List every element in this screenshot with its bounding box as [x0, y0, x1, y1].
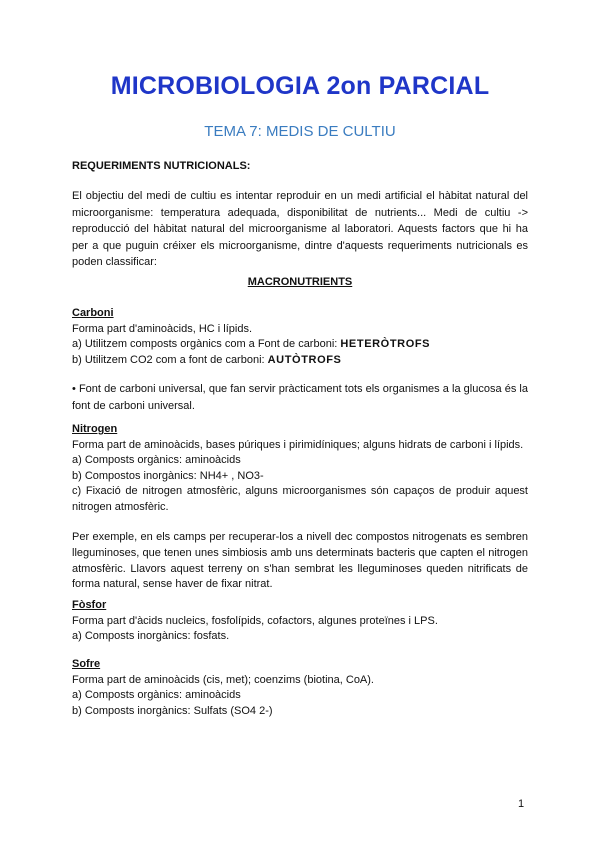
fosfor-line: Forma part d'àcids nucleics, fosfolípids, cofactors, algunes proteïnes i LPS.: [72, 614, 438, 627]
autotrofs-term: AUTÒTROFS: [267, 353, 342, 366]
nitrogen-example-paragraph: Per exemple, en els camps per recuperar-los a nivell dec compostos nitrogenats es sembren lleguminoses, que tenen unes simbiosis amb uns determinats bacteris que capten el nitrogen atmosfèric. Llavors aquest terreny on s'han sembrat les lleguminoses queden nitrificats de forma natural, sense haver de fixar nitrat.: [72, 531, 528, 591]
section-carboni: [72, 306, 528, 415]
carboni-autotrofs-label: b) Utilitzem CO2 com a font de carboni:: [72, 353, 268, 366]
sofre-line: Forma part de aminoàcids (cis, met); coenzims (biotina, CoA).: [72, 673, 374, 686]
carboni-line: Forma part d'aminoàcids, HC i lípids.: [72, 322, 252, 335]
fosfor-title: Fòsfor: [72, 599, 107, 611]
heterotrofs-term: HETERÒTROFS: [340, 338, 431, 350]
intro-paragraph: El objectiu del medi de cultiu es intentar reproduir en un medi artificial el hàbitat natural del microorganisme: temperatura adequada, disponibilitat de nutrients... Medi de cultiu -> reproducció del hàbitat natural del microorganisme al laboratori. Aquests factors que hi ha per a que puguin créixer els microorganisme, dintre d'aquests requeriments nutricionals es poden classificar:: [72, 190, 528, 268]
topic-subtitle: TEMA 7: MEDIS DE CULTIU: [204, 123, 396, 140]
nitrogen-title: Nitrogen: [72, 423, 118, 435]
page-number: 1: [518, 798, 525, 810]
section-sofre: [72, 657, 528, 719]
carboni-heterotrofs-label: a) Utilitzem composts orgànics com a Font de carboni:: [72, 338, 341, 350]
section-nitrogen: [72, 422, 528, 593]
sofre-title: Sofre: [72, 658, 101, 670]
sofre-line: b) Composts inorgànics: Sulfats (SO4 2-): [72, 704, 273, 717]
section-fosfor: [72, 598, 528, 645]
nitrogen-line: Forma part de aminoàcids, bases púriques i pirimidíniques; alguns hidrats de carboni i lípids.: [72, 438, 524, 451]
document-title: MICROBIOLOGIA 2on PARCIAL: [110, 72, 490, 100]
nitrogen-line: a) Composts orgànics: aminoàcids: [72, 454, 241, 466]
carboni-line: [72, 337, 528, 353]
carboni-line: [72, 353, 528, 369]
section-heading-requeriments: REQUERIMENTS NUTRICIONALS:: [72, 160, 251, 172]
carboni-title: Carboni: [72, 307, 114, 319]
nitrogen-line: c) Fixació de nitrogen atmosfèric, alguns microorganismes són capaços de produir aquest nitrogen atmosfèric.: [72, 485, 528, 513]
macronutrients-heading: MACRONUTRIENTS: [247, 276, 353, 288]
sofre-line: a) Composts orgànics: aminoàcids: [72, 689, 241, 701]
nitrogen-line: b) Compostos inorgànics: NH4+ , NO3-: [72, 469, 264, 482]
carboni-bullet-note: • Font de carboni universal, que fan servir pràcticament tots els organismes a la glucosa és la font de carboni universal.: [72, 383, 528, 412]
fosfor-line: a) Composts inorgànics: fosfats.: [72, 630, 230, 642]
